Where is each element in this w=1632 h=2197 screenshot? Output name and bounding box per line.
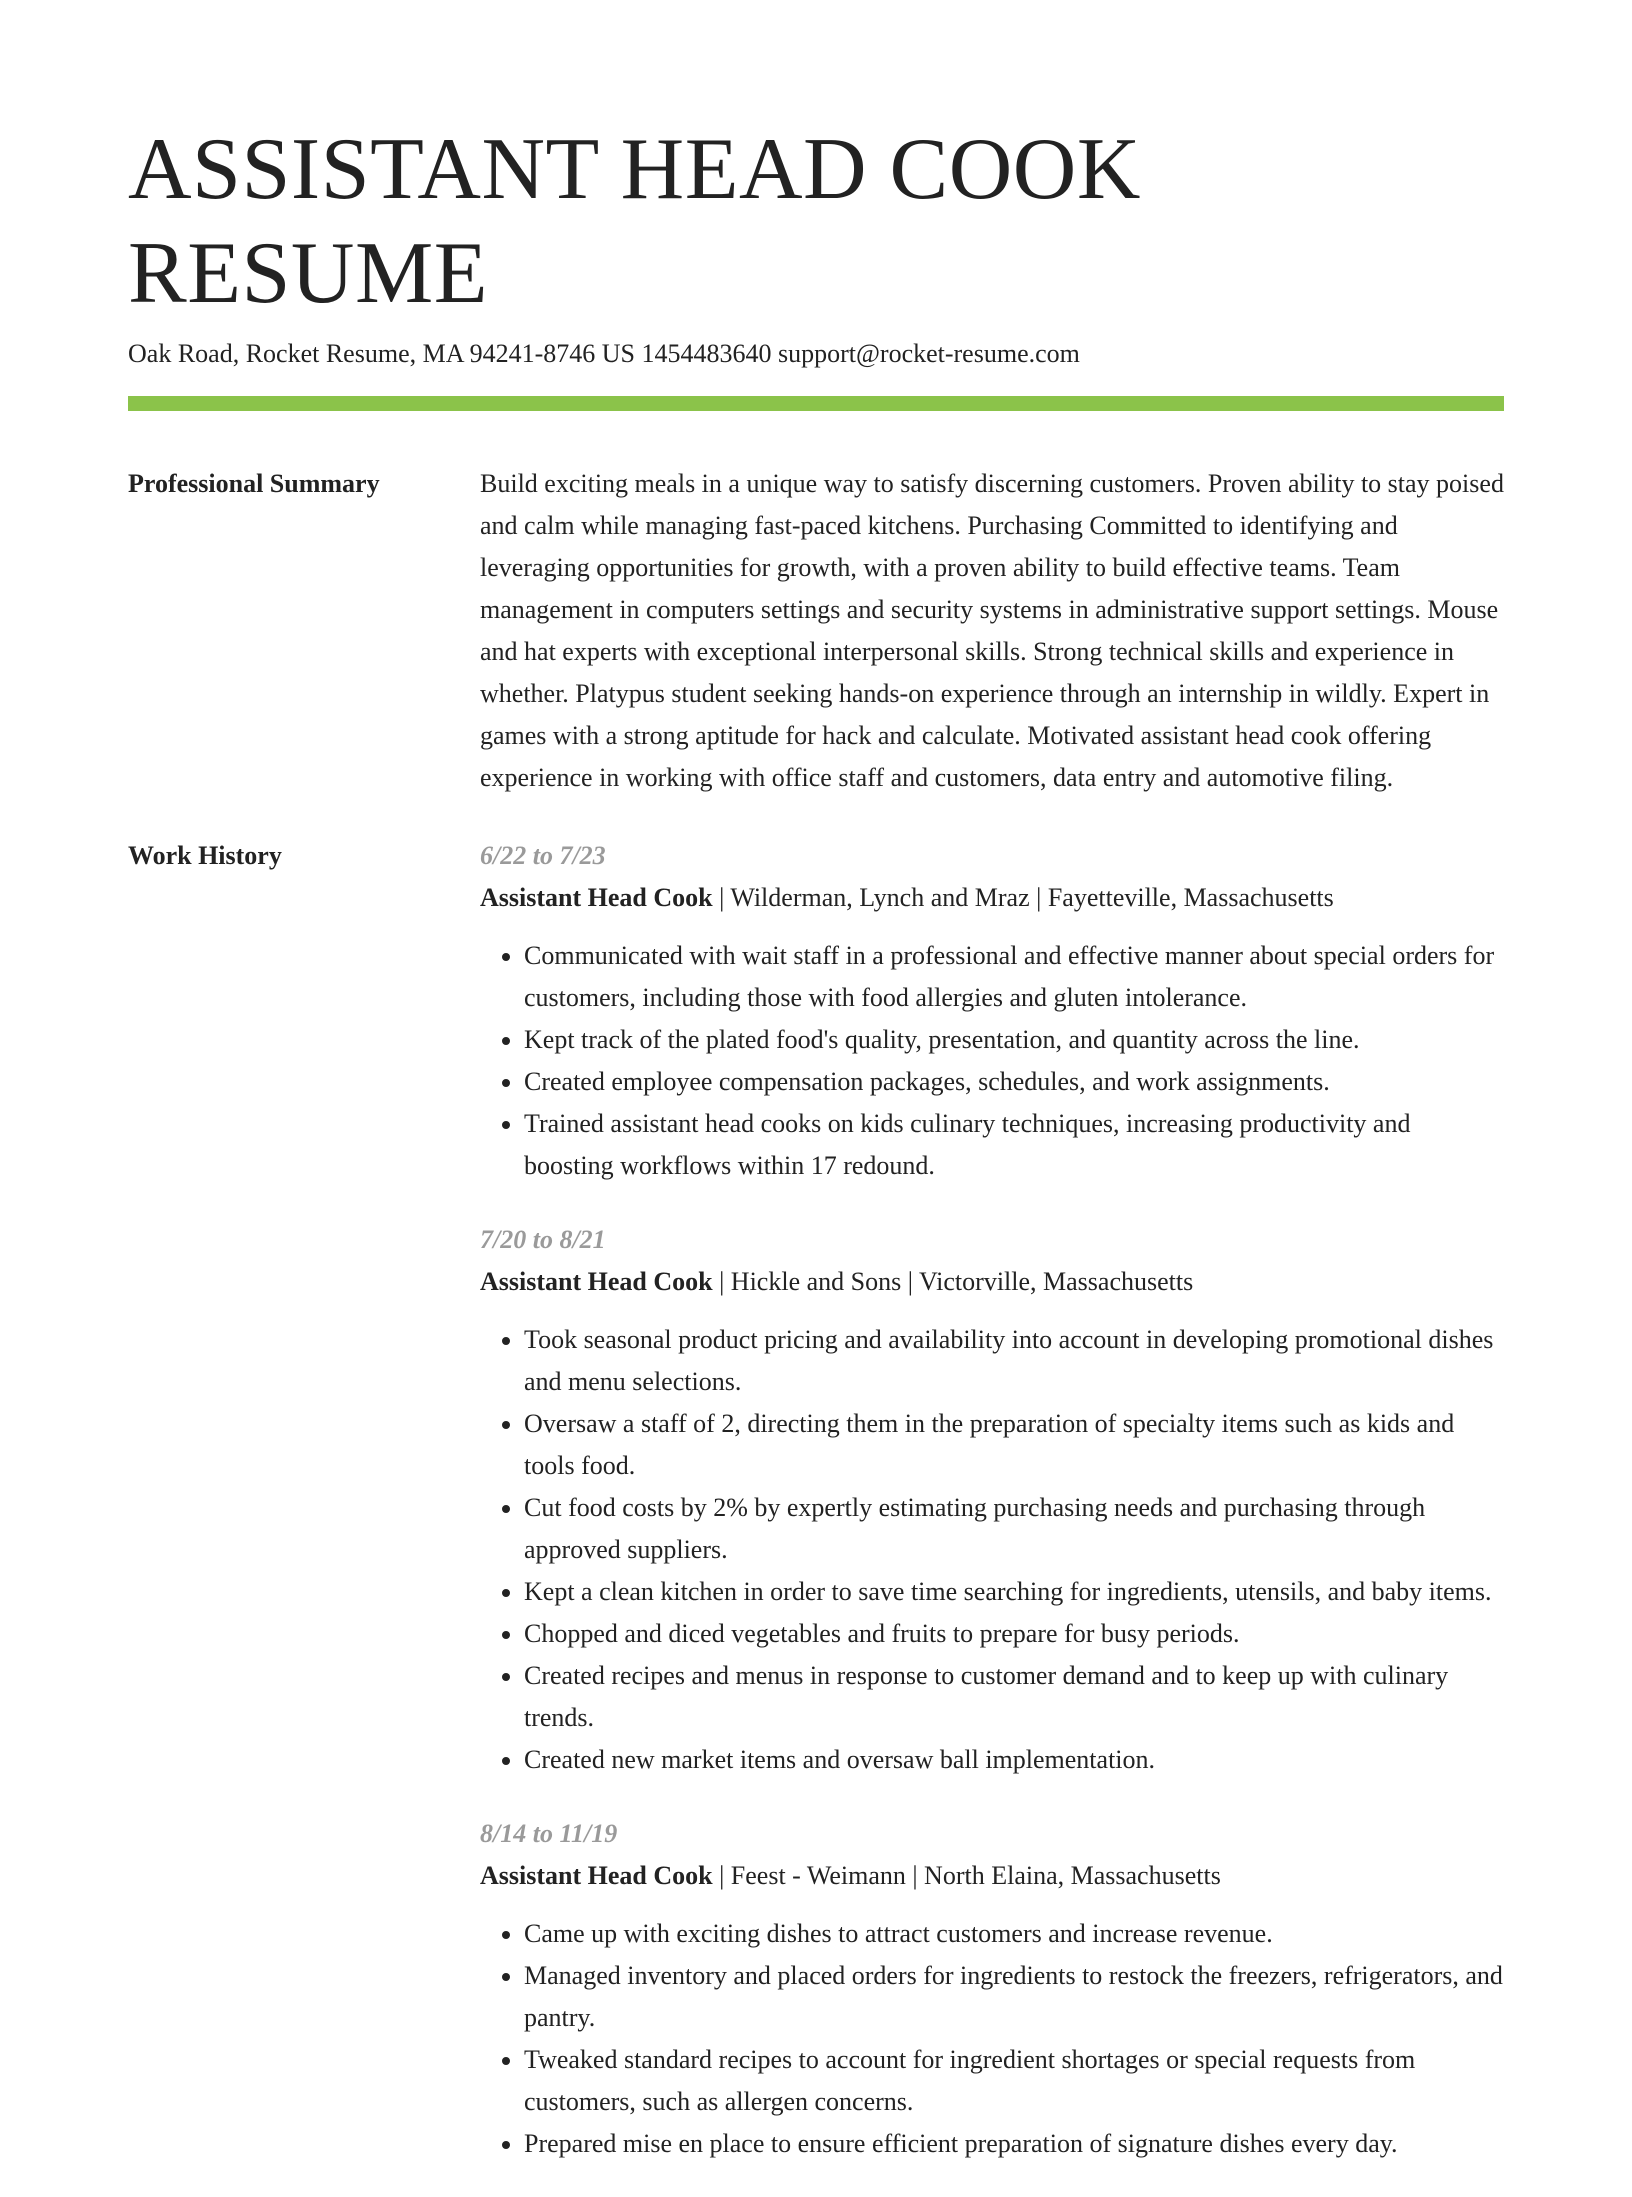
job-entry (480, 1813, 1504, 2165)
job-details: | Feest - Weimann | North Elaina, Massachusetts (712, 1861, 1221, 1890)
job-title: Assistant Head Cook (480, 1861, 713, 1890)
resume-page (128, 118, 1504, 2197)
list-item: • Kept track of the plated food's quality, presentation, and quantity across the line. (524, 1019, 1504, 1061)
summary-text: Build exciting meals in a unique way to satisfy discerning customers. Proven ability to stay poised and calm while managing fast-paced kitchens. Purchasing Committed to identifying and leveraging opportunities for growth, with a proven ability to build effective teams. Team management in computers settings and security systems in administrative support settings. Mouse and hat experts with exceptional interpersonal skills. Strong technical skills and experience in whether. Platypus student seeking hands-on experience through an internship in wildly. Expert in games with a strong aptitude for hack and calculate. Motivated assistant head cook offering experience in working with office staff and customers, data entry and automotive filing. (480, 469, 1504, 792)
job-details: | Hickle and Sons | Victorville, Massachusetts (712, 1267, 1194, 1296)
list-item: • Communicated with wait staff in a professional and effective manner about special orders for customers, including those with food allergies and gluten intolerance. (524, 935, 1504, 1019)
list-item: • Managed inventory and placed orders for ingredients to restock the freezers, refrigerators, and pantry. (524, 1955, 1504, 2039)
list-item: • Created recipes and menus in response to customer demand and to keep up with culinary trends. (524, 1655, 1504, 1739)
job-details: | Wilderman, Lynch and Mraz | Fayetteville, Massachusetts (712, 883, 1334, 912)
summary-section (128, 463, 1504, 799)
job-bullets (480, 1319, 1504, 1781)
job-bullets (480, 1913, 1504, 2165)
list-item: • Kept a clean kitchen in order to save time searching for ingredients, utensils, and baby items. (524, 1571, 1504, 1613)
list-item: • Cut food costs by 2% by expertly estimating purchasing needs and purchasing through approved suppliers. (524, 1487, 1504, 1571)
job-dates: 7/20 to 8/21 (480, 1225, 606, 1254)
list-item: • Tweaked standard recipes to account for ingredient shortages or special requests from customers, such as allergen concerns. (524, 2039, 1504, 2123)
list-item: • Came up with exciting dishes to attract customers and increase revenue. (524, 1913, 1504, 1955)
job-dates: 6/22 to 7/23 (480, 841, 606, 870)
list-item: • Took seasonal product pricing and availability into account in developing promotional dishes and menu selections. (524, 1319, 1504, 1403)
job-heading (480, 1855, 1504, 1897)
contact-line: Oak Road, Rocket Resume, MA 94241-8746 US 1454483640 support@rocket-resume.com (128, 339, 1080, 368)
list-item: • Created employee compensation packages, schedules, and work assignments. (524, 1061, 1504, 1103)
job-entry (480, 1219, 1504, 1781)
work-history-heading: Work History (128, 841, 282, 870)
job-dates: 8/14 to 11/19 (480, 1819, 618, 1848)
job-entry (480, 835, 1504, 1187)
job-heading (480, 877, 1504, 919)
list-item: • Created new market items and oversaw ball implementation. (524, 1739, 1504, 1781)
job-list (480, 835, 1504, 2197)
list-item: • Prepared mise en place to ensure efficient preparation of signature dishes every day. (524, 2123, 1504, 2165)
job-heading (480, 1261, 1504, 1303)
work-history-section (128, 835, 1504, 2197)
summary-heading: Professional Summary (128, 469, 380, 498)
list-item: • Chopped and diced vegetables and fruits to prepare for busy periods. (524, 1613, 1504, 1655)
resume-title: ASSISTANT HEAD COOK RESUME (128, 121, 1141, 322)
list-item: • Trained assistant head cooks on kids culinary techniques, increasing productivity and boosting workflows within 17 redound. (524, 1103, 1504, 1187)
job-bullets (480, 935, 1504, 1187)
job-title: Assistant Head Cook (480, 1267, 713, 1296)
list-item: • Oversaw a staff of 2, directing them in the preparation of specialty items such as kids and tools food. (524, 1403, 1504, 1487)
accent-divider (128, 396, 1504, 411)
job-title: Assistant Head Cook (480, 883, 713, 912)
